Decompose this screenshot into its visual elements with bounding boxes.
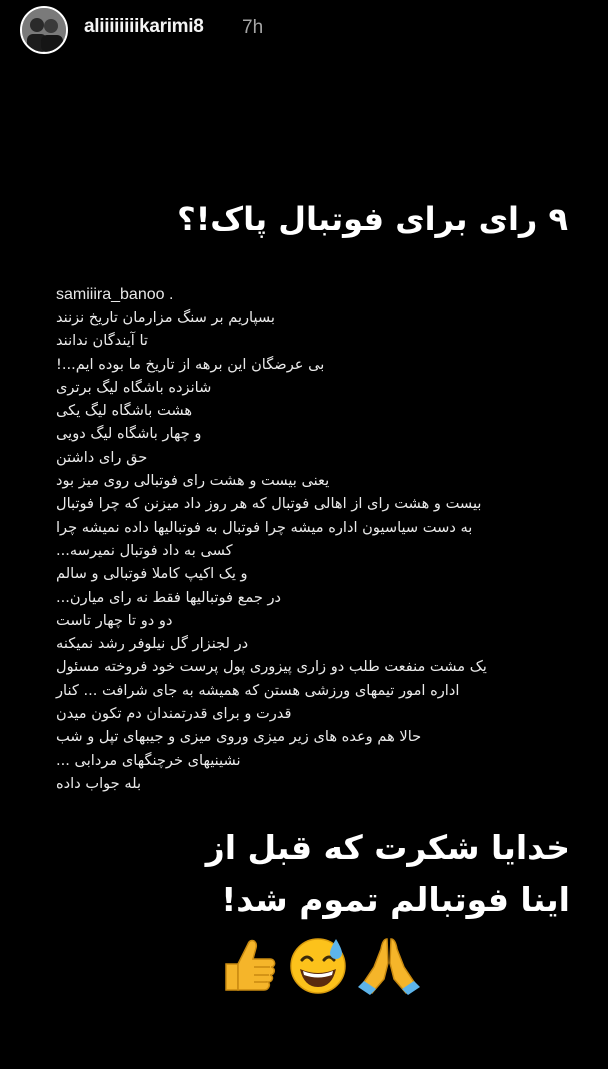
caption-line: دو دو تا چهار تاست [56,611,173,629]
caption-line: در لجنزار گل نیلوفر رشد نمیکنه [56,635,249,653]
caption-line: تا آیندگان ندانند [56,332,148,350]
avatar-image [22,8,66,52]
caption-author: samiiira_banoo . [56,286,174,303]
caption-lines [56,306,566,795]
grinning-sweat-icon [286,933,350,997]
caption-line: حالا هم وعده های زیر میزی وروی میزی و جیبهای تپل و شب [56,728,422,746]
story-header [0,0,608,60]
story-headline: ۹ رای برای فوتبال پاک!؟ [177,200,568,238]
caption-line: یعنی بیست و هشت رای فوتبالی روی میز بود [56,472,330,490]
caption-line: قدرت و برای قدرتمندان دم تکون میدن [56,705,292,723]
caption-line: بسپاریم بر سنگ مزارمان تاریخ نزنند [56,309,275,326]
caption-line: اداره امور تیمهای ورزشی هستن که همیشه به جای شرافت ... کنار [56,681,460,699]
caption-line: بیست و هشت رای از اهالی فوتبال که هر روز داد میزنن که چرا فوتبال [56,495,482,513]
caption-line: بله جواب داده [56,774,142,792]
caption-line: و چهار باشگاه لیگ دویی [56,425,202,443]
caption-line: یک مشت منفعت طلب دو زاری پیزوری پول پرست خود فروخته مسئول [56,658,487,676]
emoji-row [218,930,428,1000]
closing-text [40,822,570,926]
closing-line-2: اینا فوتبالم تموم شد! [221,880,570,919]
caption-line: نشینیهای خرچنگهای مردابی ... [56,751,241,769]
caption-line: کسی به داد فوتبال نمیرسه... [56,541,233,559]
caption-line: و یک اکیپ کاملا فوتبالی و سالم [56,565,248,583]
story-timestamp: 7h [242,17,264,38]
folded-hands-icon [356,933,422,997]
caption-line: بی عرضگان این برهه از تاریخ ما بوده ایم...! [56,355,325,373]
caption-line: در جمع فوتبالیها فقط نه رای میارن... [56,588,282,606]
story-username[interactable]: aliiiiiiiikarimi8 [84,16,204,37]
caption-line: حق رای داشتن [56,448,148,466]
caption-line: هشت باشگاه لیگ یکی [56,402,193,420]
caption-line: به دست سیاسیون اداره میشه چرا فوتبال به فوتبالیها داده نمیشه چرا [56,518,473,536]
thumbs-up-icon [218,934,280,996]
closing-line-1: خدایا شکرت که قبل از [205,828,570,867]
avatar[interactable] [20,6,68,54]
quoted-caption [56,284,566,795]
caption-line: شانزده باشگاه لیگ برتری [56,378,212,396]
